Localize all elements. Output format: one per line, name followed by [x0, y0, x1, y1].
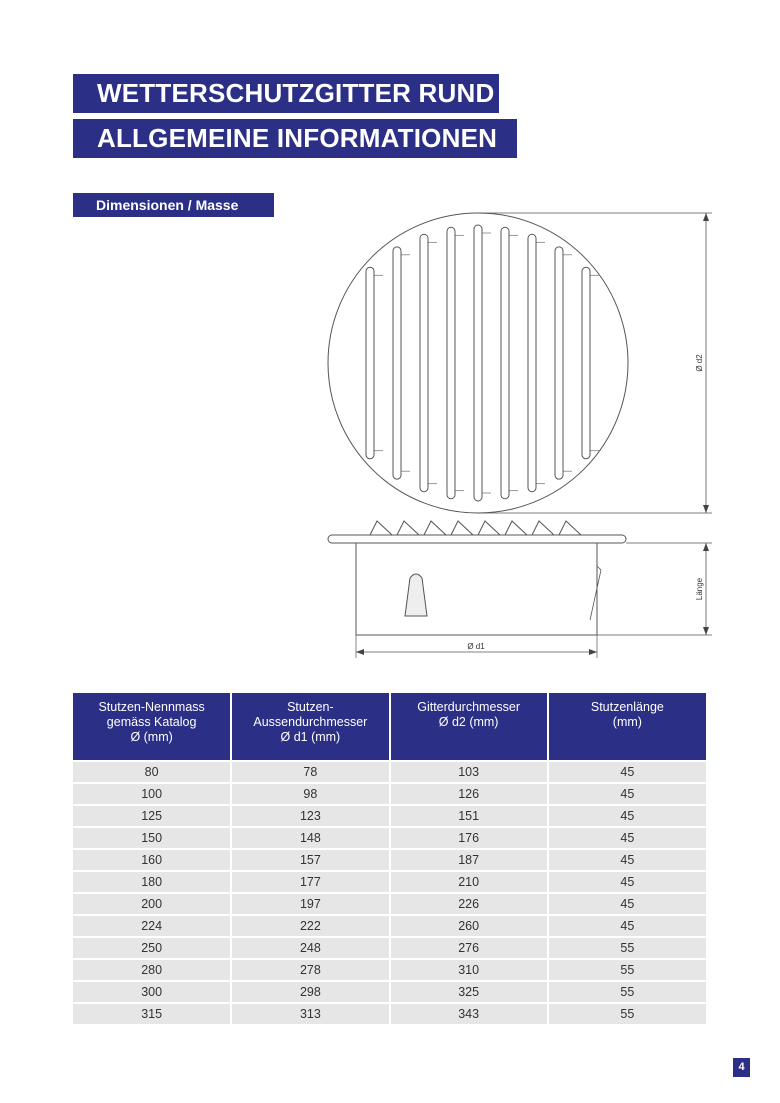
- table-cell: 45: [548, 893, 706, 915]
- table-cell: 250: [73, 937, 231, 959]
- table-cell: 125: [73, 805, 231, 827]
- table-row: [73, 849, 706, 871]
- table-cell: 260: [390, 915, 548, 937]
- length-label: Länge: [695, 577, 704, 601]
- page-number: 4: [733, 1058, 750, 1077]
- fin: [451, 521, 473, 535]
- table-cell: 80: [73, 761, 231, 783]
- table-cell: 150: [73, 827, 231, 849]
- table-cell: 310: [390, 959, 548, 981]
- table-cell: 313: [231, 1003, 389, 1024]
- table-cell: 210: [390, 871, 548, 893]
- d1-label: Ø d1: [467, 642, 485, 651]
- table-cell: 100: [73, 783, 231, 805]
- table-cell: 187: [390, 849, 548, 871]
- louver-slat: [528, 234, 536, 491]
- table-cell: 55: [548, 981, 706, 1003]
- column-header-d1: Stutzen- Aussendurchmesser Ø d1 (mm): [231, 693, 389, 761]
- table-cell: 78: [231, 761, 389, 783]
- fin: [532, 521, 554, 535]
- arrow: [703, 505, 709, 513]
- table-cell: 126: [390, 783, 548, 805]
- column-header-laenge: Stutzenlänge (mm): [548, 693, 706, 761]
- fin: [559, 521, 581, 535]
- table-cell: 55: [548, 937, 706, 959]
- table-row: [73, 783, 706, 805]
- arrow: [589, 649, 597, 655]
- fin: [505, 521, 527, 535]
- arrow: [356, 649, 364, 655]
- table-cell: 45: [548, 827, 706, 849]
- table-cell: 197: [231, 893, 389, 915]
- spigot-slot: [405, 574, 427, 616]
- table-cell: 248: [231, 937, 389, 959]
- flange: [328, 535, 626, 543]
- table-cell: 315: [73, 1003, 231, 1024]
- table-cell: 280: [73, 959, 231, 981]
- table-cell: 123: [231, 805, 389, 827]
- table-cell: 151: [390, 805, 548, 827]
- grille-outer-circle: [328, 213, 628, 513]
- fins: [370, 521, 581, 535]
- table-cell: 98: [231, 783, 389, 805]
- column-header-d2: Gitterdurchmesser Ø d2 (mm): [390, 693, 548, 761]
- louver-slat: [582, 267, 590, 459]
- table-cell: 224: [73, 915, 231, 937]
- table-cell: 45: [548, 871, 706, 893]
- table-cell: 55: [548, 959, 706, 981]
- table-row: [73, 805, 706, 827]
- fin: [478, 521, 500, 535]
- spigot-clip: [590, 566, 601, 620]
- table-cell: 55: [548, 1003, 706, 1024]
- arrow: [703, 627, 709, 635]
- louver-slat: [474, 225, 482, 501]
- fin: [370, 521, 392, 535]
- column-header-nennmass: Stutzen-Nennmass gemäss Katalog Ø (mm): [73, 693, 231, 761]
- table-row: [73, 937, 706, 959]
- table-cell: 226: [390, 893, 548, 915]
- table-row: [73, 1003, 706, 1024]
- fin: [424, 521, 446, 535]
- table-row: [73, 761, 706, 783]
- table-cell: 180: [73, 871, 231, 893]
- table-row: [73, 893, 706, 915]
- table-row: [73, 959, 706, 981]
- table-cell: 300: [73, 981, 231, 1003]
- table-cell: 177: [231, 871, 389, 893]
- table-cell: 176: [390, 827, 548, 849]
- table-cell: 157: [231, 849, 389, 871]
- page-title-line-2: ALLGEMEINE INFORMATIONEN: [73, 119, 517, 158]
- louver-slat: [366, 267, 374, 459]
- table-cell: 325: [390, 981, 548, 1003]
- table-cell: 45: [548, 849, 706, 871]
- louver-slat: [420, 234, 428, 491]
- louver-slat: [447, 227, 455, 498]
- table-cell: 278: [231, 959, 389, 981]
- table-row: [73, 981, 706, 1003]
- table-cell: 45: [548, 805, 706, 827]
- table-header-row: [73, 693, 706, 761]
- table-cell: 45: [548, 761, 706, 783]
- fin: [397, 521, 419, 535]
- table-cell: 343: [390, 1003, 548, 1024]
- table-row: [73, 871, 706, 893]
- table-row: [73, 827, 706, 849]
- d2-label: Ø d2: [695, 354, 704, 372]
- louvers: [366, 225, 599, 501]
- table-row: [73, 915, 706, 937]
- table-cell: 45: [548, 783, 706, 805]
- louver-slat: [501, 227, 509, 498]
- arrow: [703, 543, 709, 551]
- arrow: [703, 213, 709, 221]
- table-cell: 200: [73, 893, 231, 915]
- page-title-line-1: WETTERSCHUTZGITTER RUND: [73, 74, 499, 113]
- table-cell: 160: [73, 849, 231, 871]
- spigot-body: [356, 543, 597, 635]
- louver-slat: [555, 247, 563, 479]
- section-label: Dimensionen / Masse: [73, 193, 274, 217]
- table-cell: 148: [231, 827, 389, 849]
- table-cell: 103: [390, 761, 548, 783]
- louver-slat: [393, 247, 401, 479]
- table-cell: 298: [231, 981, 389, 1003]
- dimensions-table: [73, 693, 706, 1024]
- table-cell: 222: [231, 915, 389, 937]
- table-cell: 276: [390, 937, 548, 959]
- table-cell: 45: [548, 915, 706, 937]
